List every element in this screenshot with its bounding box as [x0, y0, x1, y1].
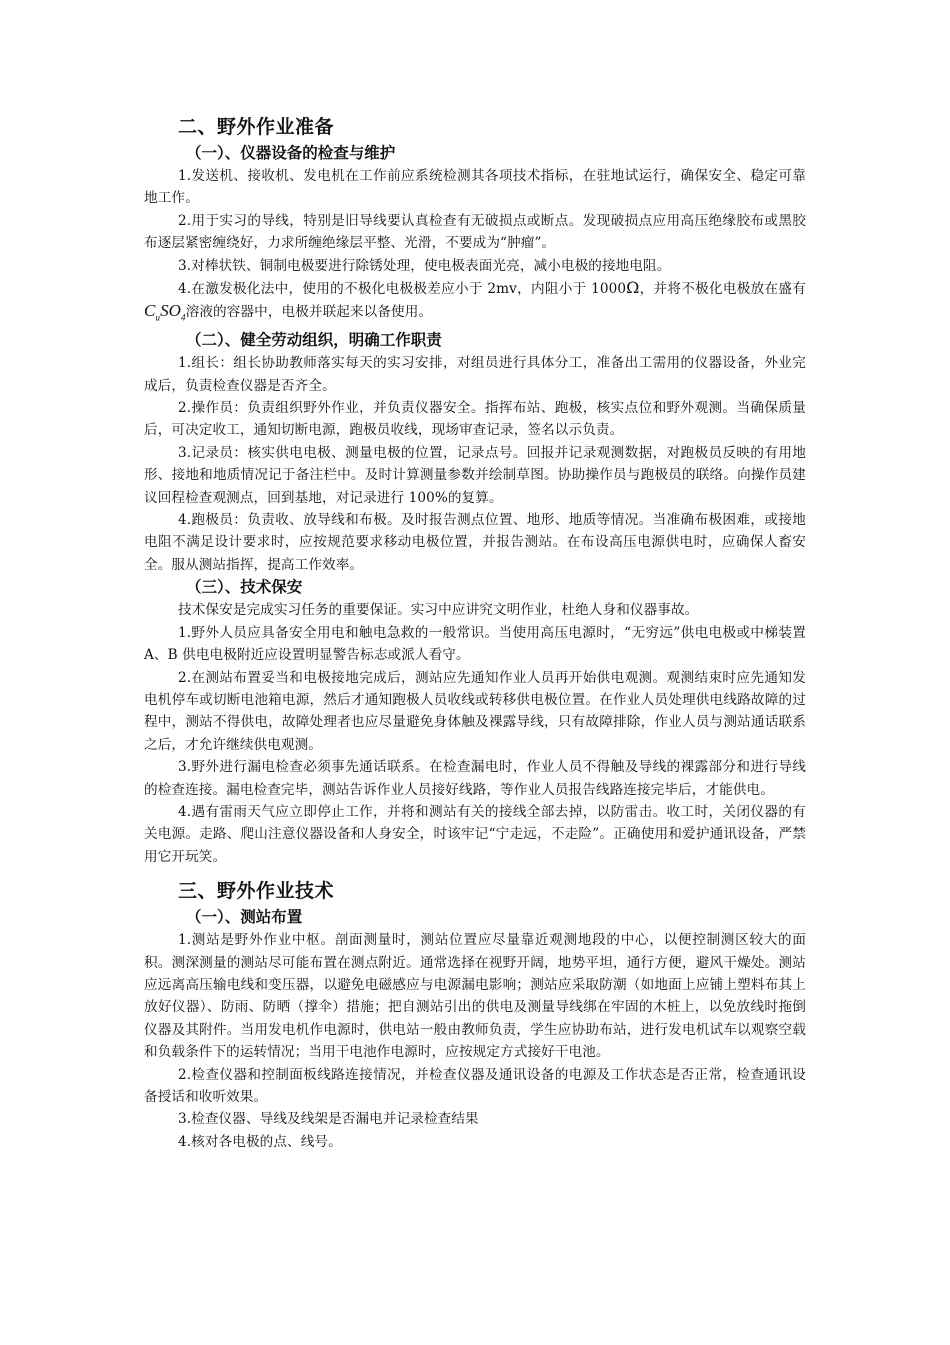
paragraph: 4.核对各电极的点、线号。 — [178, 1133, 342, 1150]
paragraph-text: ，并将不极化电极放在盛有 — [639, 281, 807, 298]
paragraph: 技术保安是完成实习任务的重要保证。实习中应讲究文明作业，杜绝人身和仪器事故。 — [178, 602, 699, 619]
formula-part: 4 — [181, 312, 186, 323]
section-heading: 三、野外作业技术 — [178, 880, 335, 903]
paragraph: 2.操作员：负责组织野外作业，并负责仪器安全。指挥布站、跑极，核实点位和野外观测。当确保质量后，可决定收工，通知切断电源，跑极员收线，现场审查记录，签名以示负责。 — [144, 400, 806, 439]
formula-part: u — [155, 312, 161, 323]
section-heading: 二、野外作业准备 — [178, 116, 335, 138]
paragraph: 1.野外人员应具备安全用电和触电急救的一般常识。当使用高压电源时，“无穷远”供电电极或中梯装置 A、B 供电电极附近应设置明显警告标志或派人看守。 — [144, 624, 806, 664]
subsection-heading: （三）、技术保安 — [186, 578, 303, 597]
paragraph: 3.检查仪器、导线及线架是否漏电并记录检查结果 — [178, 1111, 479, 1128]
paragraph-text: 4.在激发极化法中，使用的不极化电极极差应小于 2mv，内阻小于 1000 — [178, 281, 627, 298]
paragraph: 2.在测站布置妥当和电极接地完成后，测站应先通知作业人员再开始供电观测。观测结束时应先通知发电机停车或切断电池箱电源，然后才通知跑极人员收线或转移供电极位置。在作业人员处理供电线路故障的过程中，测站不得供电，故障处理者也应尽量避免身体触及裸露导线，只有故障排除，作业人员与测站通话联系之后，才允许继续供电观测。 — [144, 669, 806, 753]
paragraph: 1.发送机、接收机、发电机在工作前应系统检测其各项技术指标，在驻地试运行，确保安全、稳定可靠地工作。 — [144, 168, 806, 207]
paragraph: 2.检查仪器和控制面板线路连接情况，并检查仪器及通讯设备的电源及工作状态是否正常，检查通讯设备授话和收听效果。 — [144, 1066, 806, 1106]
paragraph: 4.跑极员：负责收、放导线和布极。及时报告测点位置、地形、地质等情况。当准确布极困难，或接地电阻不满足设计要求时，应按规范要求移动电极位置，并报告测站。在布设高压电源供电时，应确保人畜安全。服从测站指挥，提高工作效率。 — [144, 512, 806, 573]
subsection-heading: （二）、健全劳动组织，明确工作职责 — [186, 331, 442, 350]
subsection-heading: （一）、仪器设备的检查与维护 — [186, 144, 396, 162]
paragraph: 3.记录员：核实供电电极、测量电极的位置，记录点号。回报并记录观测数据，对跑极员反映的有用地形、接地和地质情况记于备注栏中。及时计算测量参数并绘制草图。协助操作员与跑极员的联络。向操作员建议回程检查观测点，回到基地，对记录进行 100%的复算。 — [144, 444, 806, 506]
paragraph-text: 溶液的容器中，电极并联起来以备使用。 — [185, 304, 433, 321]
paragraph: 1.组长：组长协助教师落实每天的实习安排，对组员进行具体分工，准备出工需用的仪器设备，外业完成后，负责检查仪器是否齐全。 — [144, 355, 806, 394]
paragraph: 3.野外进行漏电检查必须事先通话联系。在检查漏电时，作业人员不得触及导线的裸露部分和进行导线的检查连接。漏电检查完毕，测站告诉作业人员接好线路，等作业人员报告线路连接完毕后，才能供电。 — [144, 759, 806, 798]
paragraph: 4.遇有雷雨天气应立即停止工作，并将和测站有关的接线全部去掉，以防雷击。收工时，关闭仪器的有关电源。走路、爬山注意仪器设备和人身安全，时该牢记“宁走远，不走险”。正确使用和爱护通讯设备，严禁用它开玩笑。 — [144, 803, 806, 865]
document-page — [144, 112, 806, 1153]
subsection-heading: （一）、测站布置 — [186, 908, 303, 927]
formula-cuso4 — [144, 301, 186, 323]
paragraph: 2.用于实习的导线，特别是旧导线要认真检查有无破损点或断点。发现破损点应用高压绝缘胶布或黑胶布逐层紧密缠绕好，力求所缠绝缘层平整、光滑，不要成为“肿瘤”。 — [144, 212, 806, 252]
omega-symbol: Ω — [626, 278, 640, 298]
paragraph-formula — [144, 277, 806, 329]
paragraph: 1.测站是野外作业中枢。剖面测量时，测站位置应尽量靠近观测地段的中心，以便控制测区较大的面积。测深测量的测站尽可能布置在测点附近。通常选择在视野开阔，地势平坦，通行方便，避风干燥处。测站应远离高压输电线和变压器，以避免电磁感应与电源漏电影响；测站应采取防潮（如地面上应铺上塑料布其上放好仪器）、防雨、防晒（撑伞）措施；把自测站引出的供电及测量导线绑在牢固的木桩上，以免放线时拖倒仪器及其附件。当用发电机作电源时，供电站一般由教师负责，学生应协助布站，进行发电机试车以观察空载和负载条件下的运转情况；当用干电池作电源时，应按规定方式接好干电池。 — [144, 932, 806, 1061]
formula-part: C — [144, 301, 156, 321]
formula-part: SO — [160, 301, 182, 321]
paragraph: 3.对棒状铁、铜制电极要进行除锈处理，使电极表面光亮，减小电极的接地电阻。 — [178, 257, 671, 274]
